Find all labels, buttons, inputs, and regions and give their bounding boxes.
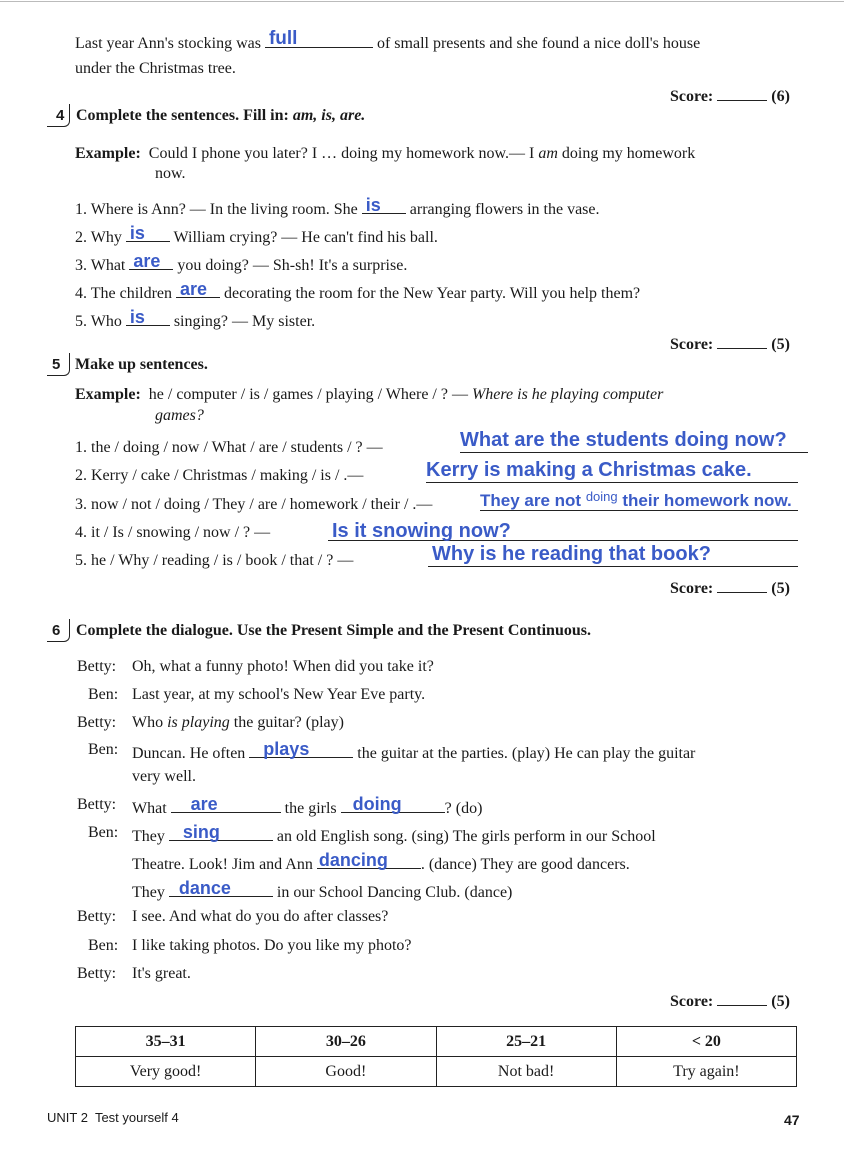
section4-example-cont: now. — [155, 165, 186, 182]
score-label: Score: (6) — [670, 88, 790, 105]
answer-blank[interactable] — [362, 197, 406, 214]
dialogue-line: They dance in our School Dancing Club. (dance) — [132, 878, 513, 901]
intro-line-2: under the Christmas tree. — [75, 60, 236, 77]
section-number: 4 — [56, 107, 65, 124]
section4-instruction: Complete the sentences. Fill in: am, is, are. — [76, 107, 366, 124]
speaker: Ben: — [88, 741, 119, 758]
section5-example-cont: games? — [155, 407, 204, 424]
section6-instruction: Complete the dialogue. Use the Present Simple and the Present Continuous. — [76, 622, 591, 639]
top-rule — [0, 1, 844, 2]
section5-instruction: Make up sentences. — [75, 356, 208, 373]
answer-blank[interactable] — [249, 741, 353, 758]
grade-label: Not bad! — [436, 1057, 616, 1087]
dialogue-line: Theatre. Look! Jim and Ann dancing . (dance) They are good dancers. — [132, 850, 630, 873]
answer-blank[interactable] — [176, 281, 220, 298]
dialogue-line: Duncan. He often plays the guitar at the parties. (play) He can play the guitar — [132, 739, 696, 762]
section-number: 5 — [52, 356, 61, 373]
answer-blank[interactable] — [169, 824, 273, 841]
table-row — [76, 1027, 797, 1057]
handwritten-answer: They are not $^{doing}$ their homework now. — [480, 489, 792, 510]
speaker: Betty: — [77, 658, 117, 675]
speaker: Betty: — [77, 965, 117, 982]
answer-line[interactable] — [328, 518, 798, 541]
section4-example: Example: Could I phone you later? I … doing my homework now.— I am doing my homework — [75, 145, 696, 162]
section5-item: 3. now / not / doing / They / are / homework / their / .— — [75, 496, 433, 513]
table-row — [76, 1057, 797, 1087]
section-number: 6 — [52, 622, 61, 639]
handwritten-answer: dance — [178, 878, 231, 898]
dialogue-line: I see. And what do you do after classes? — [132, 908, 389, 925]
answer-blank[interactable] — [129, 253, 173, 270]
speaker: Betty: — [77, 796, 117, 813]
handwritten-answer: are — [133, 251, 161, 271]
handwritten-answer: is — [365, 195, 381, 215]
section4-item: 3. What are you doing? — Sh-sh! It's a surprise. — [75, 251, 408, 274]
handwritten-answer: are — [180, 279, 208, 299]
handwritten-answer: What are the students doing now? — [460, 429, 787, 451]
answer-line[interactable] — [460, 430, 808, 453]
handwritten-answer: plays — [263, 739, 310, 759]
section-brace — [47, 619, 70, 642]
intro-text: of small presents and she found a nice doll's house — [376, 35, 701, 52]
intro-text: Last year Ann's stocking was — [75, 35, 261, 52]
answer-blank[interactable] — [171, 796, 281, 813]
page-number: 47 — [784, 1112, 800, 1128]
section4-item: 5. Who is singing? — My sister. — [75, 307, 316, 330]
dialogue-line: Last year, at my school's New Year Eve party. — [132, 686, 426, 703]
handwritten-answer: Is it snowing now? — [332, 520, 511, 542]
handwritten-answer: sing — [182, 822, 220, 842]
grade-range: < 20 — [616, 1027, 796, 1057]
handwritten-answer: is — [129, 307, 145, 327]
answer-blank[interactable] — [126, 225, 170, 242]
handwritten-answer: are — [190, 794, 218, 814]
section5-item: 4. it / Is / snowing / now / ? — — [75, 524, 271, 541]
dialogue-line: They sing an old English song. (sing) The girls perform in our School — [132, 822, 656, 845]
intro-line-1 — [75, 28, 701, 53]
grade-range: 30–26 — [256, 1027, 436, 1057]
dialogue-line: very well. — [132, 768, 196, 785]
answer-blank[interactable] — [126, 309, 170, 326]
speaker: Ben: — [88, 937, 119, 954]
section4-item: 1. Where is Ann? — In the living room. She is arranging flowers in the vase. — [75, 195, 600, 218]
handwritten-answer: dancing — [318, 850, 388, 870]
dialogue-line: Oh, what a funny photo! When did you take it? — [132, 658, 434, 675]
section-brace — [47, 104, 70, 127]
answer-line[interactable] — [428, 544, 798, 567]
speaker: Ben: — [88, 824, 119, 841]
section5-example: Example: he / computer / is / games / playing / Where / ? — Where is he playing computer — [75, 386, 664, 403]
score-label: Score: (5) — [670, 580, 790, 597]
score-label: Score: (5) — [670, 993, 790, 1010]
dialogue-line: Who is playing the guitar? (play) — [132, 714, 344, 731]
answer-blank[interactable] — [169, 880, 273, 897]
handwritten-answer: full — [268, 28, 298, 49]
handwritten-answer: is — [129, 223, 145, 243]
speaker: Betty: — [77, 714, 117, 731]
grade-table — [75, 1026, 797, 1087]
handwritten-answer: Kerry is making a Christmas cake. — [426, 459, 752, 481]
dialogue-line: What are the girls doing ? (do) — [132, 794, 483, 817]
grade-range: 35–31 — [76, 1027, 256, 1057]
grade-label: Very good! — [76, 1057, 256, 1087]
section4-item: 4. The children are decorating the room for the New Year party. Will you help them? — [75, 279, 641, 302]
answer-line[interactable] — [480, 490, 798, 511]
handwritten-answer: doing — [352, 794, 402, 814]
section4-item: 2. Why is William crying? — He can't find his ball. — [75, 223, 438, 246]
speaker: Ben: — [88, 686, 119, 703]
answer-blank[interactable] — [317, 852, 421, 869]
section5-item: 5. he / Why / reading / is / book / that / ? — — [75, 552, 354, 569]
grade-label: Try again! — [616, 1057, 796, 1087]
dialogue-line: I like taking photos. Do you like my photo? — [132, 937, 412, 954]
answer-line[interactable] — [426, 460, 798, 483]
speaker: Betty: — [77, 908, 117, 925]
section5-item: 2. Kerry / cake / Christmas / making / is / .— — [75, 467, 364, 484]
grade-label: Good! — [256, 1057, 436, 1087]
grade-range: 25–21 — [436, 1027, 616, 1057]
score-label: Score: (5) — [670, 336, 790, 353]
handwritten-answer: Why is he reading that book? — [432, 543, 711, 565]
dialogue-line: It's great. — [132, 965, 191, 982]
section5-item: 1. the / doing / now / What / are / students / ? — — [75, 439, 383, 456]
answer-blank[interactable] — [265, 28, 373, 49]
section-brace — [47, 353, 70, 376]
answer-blank[interactable] — [341, 796, 445, 813]
footer-unit: UNIT 2 Test yourself 4 — [47, 1110, 179, 1125]
